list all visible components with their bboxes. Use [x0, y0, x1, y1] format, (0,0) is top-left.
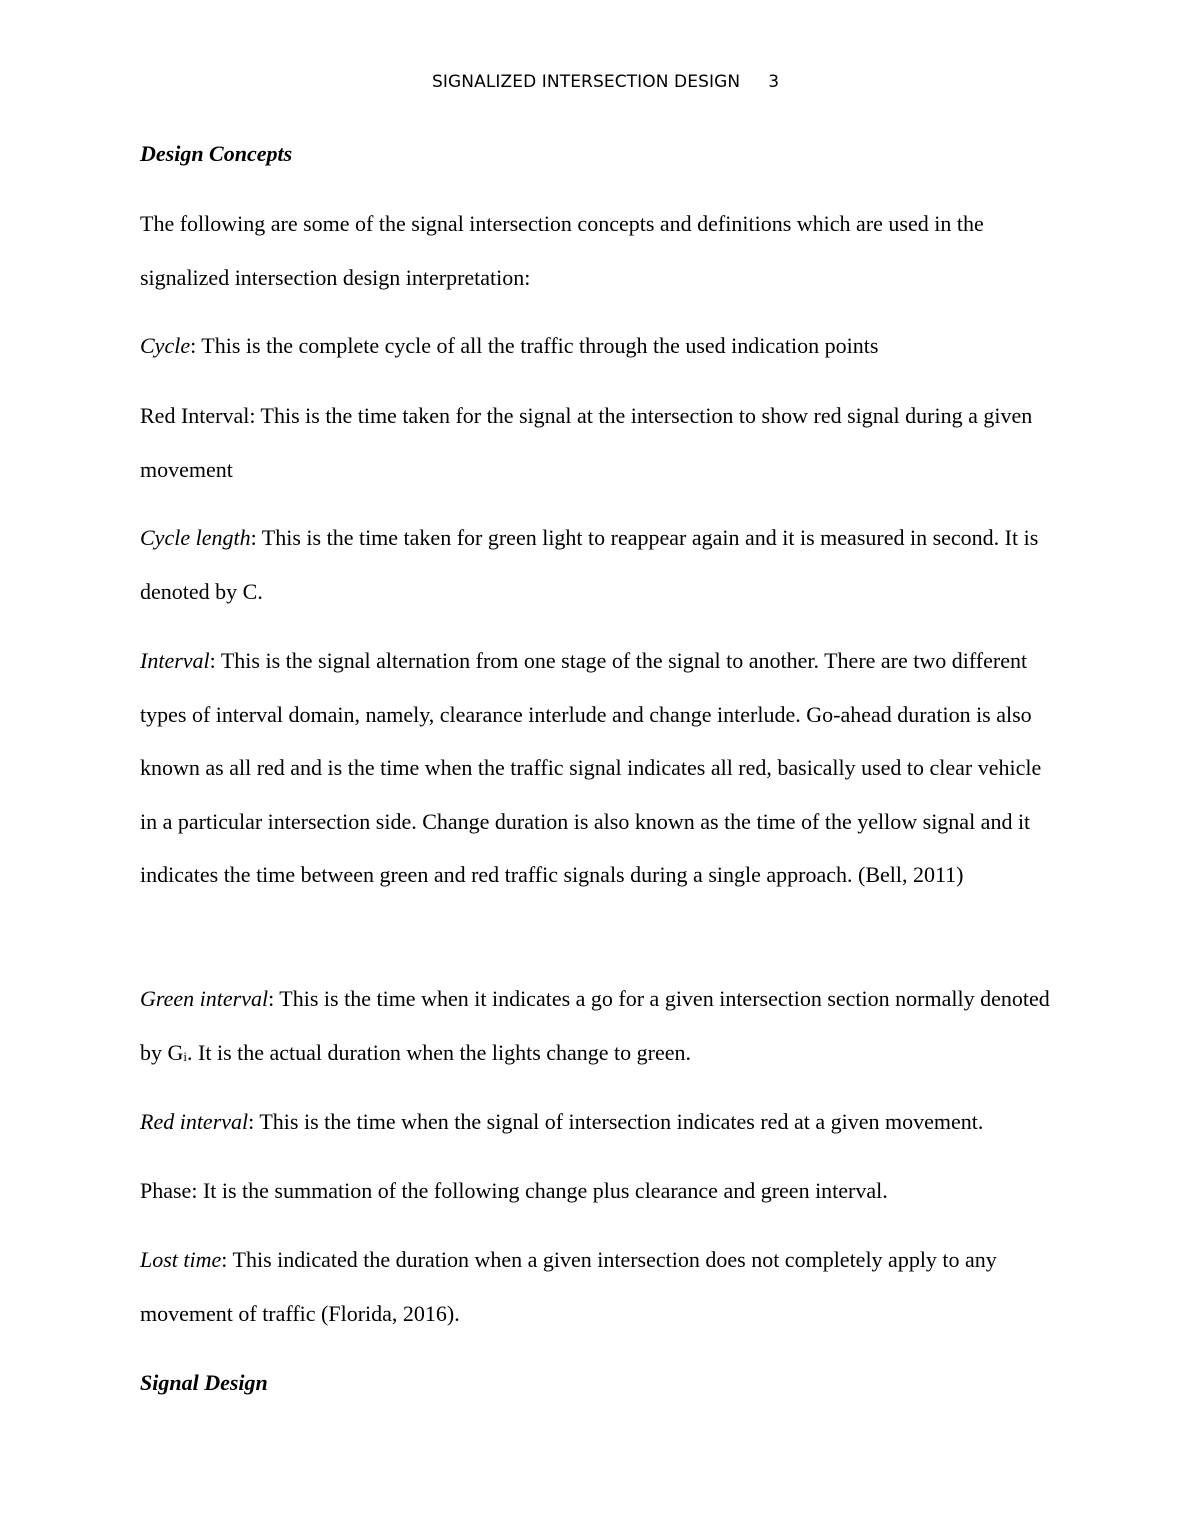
definition-cycle-text: : This is the complete cycle of all the traffic through the used indication points [190, 333, 879, 358]
term-green-interval: Green interval [140, 986, 269, 1011]
definition-green-interval-text: : This is the time when it indicates a go for a given intersection section normally denoted by G [140, 986, 1050, 1065]
term-interval: Interval [140, 648, 210, 673]
definition-interval [140, 634, 1055, 902]
definition-green-interval [140, 972, 1055, 1079]
definition-green-interval-text-after: . It is the actual duration when the lights change to green. [187, 1039, 692, 1065]
definition-phase: Phase: It is the summation of the following change plus clearance and green interval. [140, 1178, 888, 1203]
subscript-i: i [183, 1048, 188, 1064]
term-cycle: Cycle [140, 333, 191, 358]
term-red-interval: Red interval [140, 1109, 249, 1134]
section-heading-design-concepts: Design Concepts [140, 141, 293, 166]
running-title: SIGNALIZED INTERSECTION DESIGN [432, 72, 741, 92]
definition-lost-time-text: : This indicated the duration when a given intersection does not completely apply to any movement of traffic (Florida, 2016). [140, 1247, 997, 1326]
definition-cycle-length [140, 511, 1055, 618]
definition-red-interval [140, 1095, 1055, 1149]
term-cycle-length: Cycle length [140, 525, 251, 550]
definition-lost-time [140, 1233, 1055, 1340]
running-header [432, 72, 779, 92]
page-number: 3 [768, 72, 780, 92]
definition-red-interval-text: : This is the time when the signal of intersection indicates red at a given movement. [248, 1109, 984, 1134]
definition-red-interval-plain: Red Interval: This is the time taken for the signal at the intersection to show red signal during a given movement [140, 403, 1033, 482]
section-heading-signal-design: Signal Design [140, 1370, 268, 1395]
intro-paragraph: The following are some of the signal intersection concepts and definitions which are used in the signalized intersection design interpretation: [140, 211, 984, 290]
definition-cycle-length-text: : This is the time taken for green light to reappear again and it is measured in second. It is denoted by C. [140, 525, 1039, 604]
term-lost-time: Lost time [140, 1247, 222, 1272]
definition-cycle [140, 319, 1055, 373]
definition-interval-text: : This is the signal alternation from one stage of the signal to another. There are two different types of interval domain, namely, clearance interlude and change interlude. Go-ahead duration is also known as all red and is the time when the traffic signal indicates all red, basically used to clear vehicle in a particular intersection side. Change duration is also known as the time of the yellow signal and it indicates the time between green and red traffic signals during a single approach. (Bell, 2011) [140, 648, 1042, 888]
